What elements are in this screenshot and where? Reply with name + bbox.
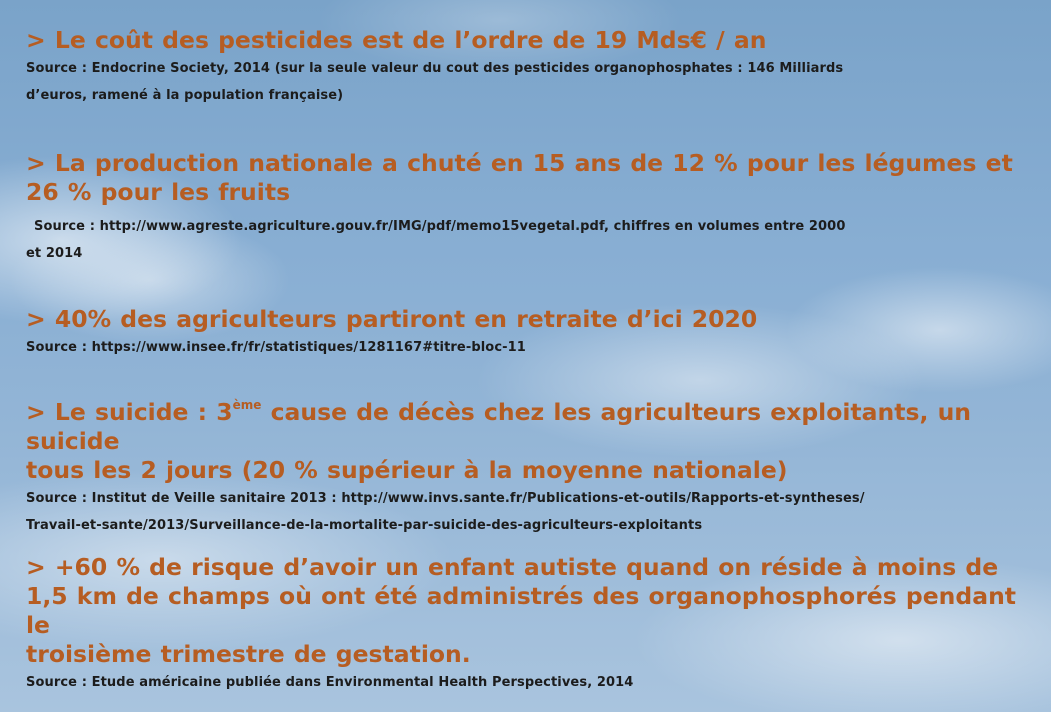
fact-block-production-drop — [26, 149, 1027, 267]
fact-source-line: Source : http://www.agreste.agriculture.gouv.fr/IMG/pdf/memo15vegetal.pdf, chiffres en volumes entre 2000 — [34, 219, 846, 234]
fact-source — [26, 213, 1027, 267]
fact-source-line: Source : Institut de Veille sanitaire 2013 : http://www.invs.sante.fr/Publications-et-outils/Rapports-et-syntheses/ — [26, 491, 865, 506]
fact-headline-line: > La production nationale a chuté en 15 ans de 12 % pour les légumes et — [26, 149, 1013, 177]
fact-headline-prefix: > Le suicide : 3 — [26, 398, 233, 426]
fact-source — [26, 669, 1027, 696]
fact-headline-line: troisième trimestre de gestation. — [26, 640, 471, 668]
fact-source — [26, 55, 1027, 109]
fact-headline-suffix: cause de décès chez les agriculteurs exploitants, un suicide — [26, 398, 972, 455]
fact-headline-superscript: ème — [232, 398, 262, 412]
fact-headline: > 40% des agriculteurs partiront en retraite d’ici 2020 — [26, 305, 758, 333]
fact-headline-line: > +60 % de risque d’avoir un enfant autiste quand on réside à moins de — [26, 553, 999, 581]
fact-source-line: Source : https://www.insee.fr/fr/statistiques/1281167#titre-bloc-11 — [26, 340, 526, 355]
fact-source-line: d’euros, ramené à la population française) — [26, 88, 344, 103]
fact-source — [26, 334, 1027, 361]
fact-source-line: Travail-et-sante/2013/Surveillance-de-la-mortalite-par-suicide-des-agriculteurs-exploitants — [26, 518, 703, 533]
fact-block-autism-risk — [26, 553, 1027, 696]
fact-block-suicide — [26, 398, 1027, 539]
fact-headline — [26, 149, 1027, 207]
fact-headline-line: 26 % pour les fruits — [26, 178, 291, 206]
fact-source-line: Source : Endocrine Society, 2014 (sur la seule valeur du cout des pesticides organophosphates : 146 Milliards — [26, 61, 844, 76]
fact-headline: > Le coût des pesticides est de l’ordre de 19 Mds€ / an — [26, 26, 767, 54]
fact-source-line: Source : Etude américaine publiée dans Environmental Health Perspectives, 2014 — [26, 675, 634, 690]
fact-headline-line: 1,5 km de champs où ont été administrés des organophosphorés pendant le — [26, 582, 1017, 639]
fact-block-pesticide-cost — [26, 26, 1027, 109]
fact-block-retirement — [26, 305, 1027, 361]
fact-source-line: et 2014 — [26, 246, 83, 261]
fact-headline — [26, 553, 1027, 669]
fact-headline-line: tous les 2 jours (20 % supérieur à la moyenne nationale) — [26, 456, 788, 484]
fact-headline — [26, 398, 1027, 485]
fact-source — [26, 485, 1027, 539]
